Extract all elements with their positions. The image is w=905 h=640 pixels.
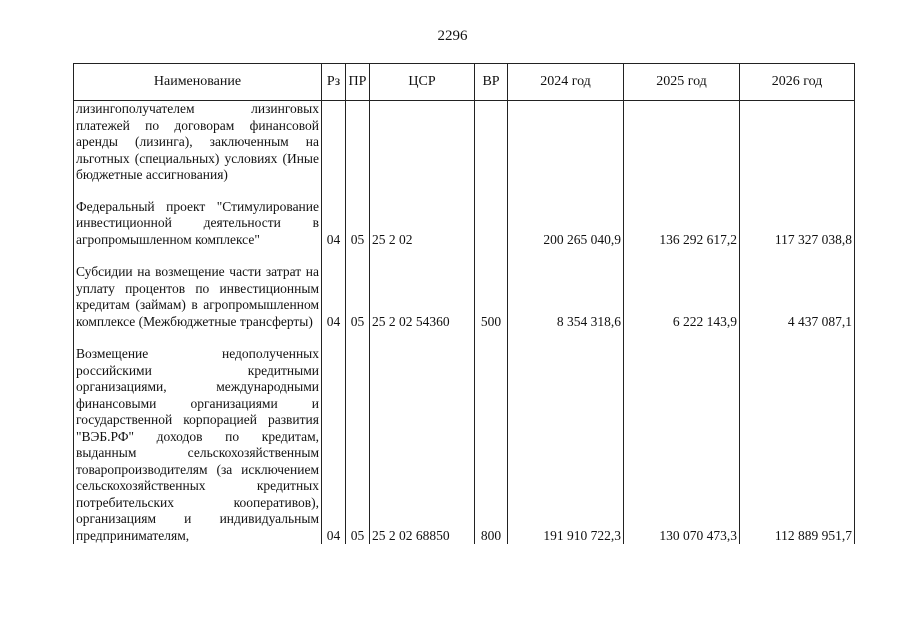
row-rz: 04 [322,264,346,346]
row-2026: 4 437 087,1 [740,264,855,346]
row-2025 [624,101,740,199]
row-2026: 112 889 951,7 [740,346,855,544]
row-name: Федеральный проект "Стимулирование инвестиционной деятельности в агропромышленном комплексе" [74,199,322,265]
header-2026: 2026 год [740,64,855,101]
row-2025: 130 070 473,3 [624,346,740,544]
row-pr [346,101,370,199]
table-row [74,101,855,199]
budget-table [73,63,855,544]
row-2026 [740,101,855,199]
header-csr: ЦСР [370,64,475,101]
row-pr: 05 [346,346,370,544]
row-name: лизингополучателем лизинговых платежей по договорам финансовой аренды (лизинга), заключенным на льготных (специальных) условиях (Иные бюджетные ассигнования) [74,101,322,199]
row-vr [475,101,508,199]
row-rz [322,101,346,199]
header-name: Наименование [74,64,322,101]
row-pr: 05 [346,264,370,346]
page-number: 2296 [437,28,468,44]
row-2025: 136 292 617,2 [624,199,740,265]
header-vr: ВР [475,64,508,101]
table-row [74,346,855,544]
row-vr [475,199,508,265]
table-row [74,199,855,265]
header-2025: 2025 год [624,64,740,101]
table-row [74,264,855,346]
header-pr: ПР [346,64,370,101]
row-csr: 25 2 02 54360 [370,264,475,346]
row-csr: 25 2 02 [370,199,475,265]
row-name: Возмещение недополученных российскими кредитными организациями, международными финансовыми организациями и государственной корпорацией развития "ВЭБ.РФ" доходов по кредитам, выданным сельскохозяйственным товаропроизводителям (за исключением сельскохозяйственных кредитных потребительских кооперативов), организациям и индивидуальным предпринимателям, [74,346,322,544]
header-rz: Рз [322,64,346,101]
header-2024: 2024 год [508,64,624,101]
row-rz: 04 [322,199,346,265]
table-header-row [74,64,855,101]
row-2024 [508,101,624,199]
row-2025: 6 222 143,9 [624,264,740,346]
row-csr: 25 2 02 68850 [370,346,475,544]
row-csr [370,101,475,199]
row-name: Субсидии на возмещение части затрат на уплату процентов по инвестиционным кредитам (займам) в агропромышленном комплексе (Межбюджетные трансферты) [74,264,322,346]
row-2024: 200 265 040,9 [508,199,624,265]
row-2026: 117 327 038,8 [740,199,855,265]
row-rz: 04 [322,346,346,544]
row-2024: 191 910 722,3 [508,346,624,544]
row-pr: 05 [346,199,370,265]
row-vr: 500 [475,264,508,346]
row-2024: 8 354 318,6 [508,264,624,346]
row-vr: 800 [475,346,508,544]
